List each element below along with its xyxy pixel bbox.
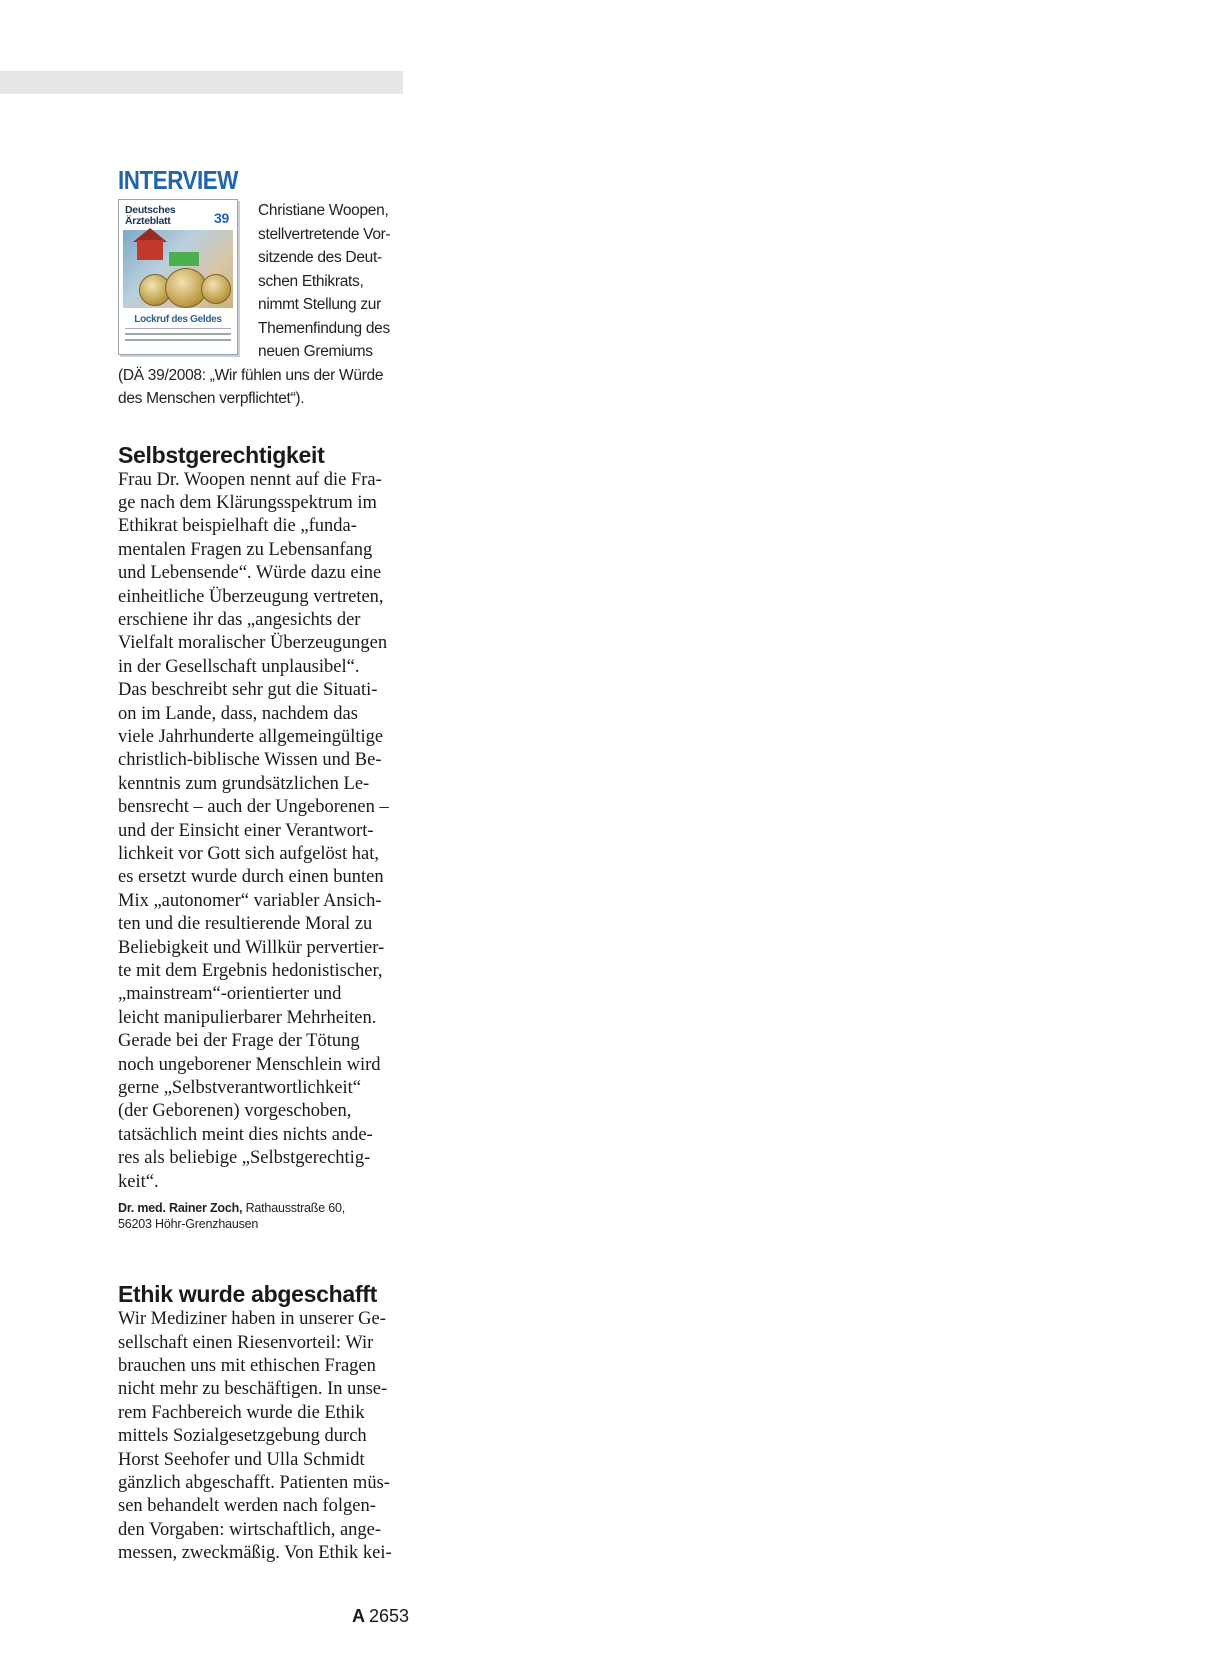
text-line: Horst Seehofer und Ulla Schmidt <box>118 1449 365 1470</box>
text-line: mittels Sozialgesetzgebung durch <box>118 1426 367 1447</box>
text-line: tatsächlich meint dies nichts ande- <box>118 1124 373 1145</box>
letter-ethik-wurde-abgeschafft <box>118 1280 406 1565</box>
text-line: Gerade bei der Frage der Tötung <box>118 1031 360 1052</box>
text-line: Mix „autonomer“ variabler Ansich- <box>118 890 382 911</box>
coin-shape <box>201 274 231 304</box>
author-address: Rathausstraße 60, <box>242 1201 346 1216</box>
text-line: in der Gesellschaft unplausibel“. <box>118 656 360 677</box>
text-line: brauchen uns mit ethischen Fragen <box>118 1355 376 1376</box>
text-line: rem Fachbereich wurde die Ethik <box>118 1402 365 1423</box>
text-line: gerne „Selbstverantwortlichkeit“ <box>118 1078 361 1099</box>
text-line: res als beliebige „Selbstgerechtig- <box>118 1148 371 1169</box>
cover-caption: Lockruf des Geldes <box>134 314 222 325</box>
interview-intro <box>118 199 406 411</box>
magazine-cover-image <box>118 199 238 355</box>
text-line: sen behandelt werden nach folgen- <box>118 1496 376 1517</box>
letter-selbstgerechtigkeit <box>118 441 406 1233</box>
text-line: gänzlich abgeschafft. Patienten müs- <box>118 1472 390 1493</box>
text-line: erschiene ihr das „angesichts der <box>118 609 361 630</box>
cover-issue-number: 39 <box>214 210 229 226</box>
text-line: und der Einsicht einer Verantwort- <box>118 820 374 841</box>
letters-column <box>118 165 406 1566</box>
intro-text: Christiane Woopen, stellvertretende Vor- sitzende des Deut- schen Ethikrats, nimmt Stellung zur Themenfindung des neuen Gremiums <box>258 202 391 360</box>
text-line: es ersetzt wurde durch einen bunten <box>118 867 384 888</box>
letter-body <box>118 469 406 1195</box>
header-bar <box>0 71 403 94</box>
text-line: leicht manipulierbarer Mehrheiten. <box>118 1007 377 1028</box>
text-line: messen, zweckmäßig. Von Ethik kei- <box>118 1543 392 1564</box>
text-line: kenntnis zum grundsätzlichen Le- <box>118 773 370 794</box>
cover-brand: Deutsches Ärzteblatt <box>125 204 176 227</box>
section-label: INTERVIEW <box>118 165 238 195</box>
text-line: viele Jahrhunderte allgemeingültige <box>118 726 384 747</box>
text-line: keit“. <box>118 1171 159 1192</box>
letter-heading: Selbstgerechtigkeit <box>118 441 325 468</box>
text-line: und Lebensende“. Würde dazu eine <box>118 563 382 584</box>
text-line: Frau Dr. Woopen nennt auf die Fra- <box>118 469 382 490</box>
text-line: te mit dem Ergebnis hedonistischer, <box>118 961 383 982</box>
text-line: sellschaft einen Riesenvorteil: Wir <box>118 1332 374 1353</box>
text-line: lichkeit vor Gott sich aufgelöst hat, <box>118 844 379 864</box>
author-city: 56203 Höhr-Grenzhausen <box>118 1217 259 1232</box>
intro-tail: (DÄ 39/2008: „Wir fühlen uns der Würde des Menschen verpflichtet“). <box>118 366 384 407</box>
page-number: A 2653 <box>352 1606 410 1626</box>
text-line: noch ungeborener Menschlein wird <box>118 1054 381 1075</box>
cover-footer-lines <box>125 328 231 345</box>
text-line: Vielfalt moralischer Überzeugungen <box>118 633 388 654</box>
text-line: mentalen Fragen zu Lebensanfang <box>118 539 373 560</box>
letter-signature <box>118 1200 406 1232</box>
text-line: „mainstream“-orientierter und <box>118 984 342 1005</box>
author-name: Dr. med. Rainer Zoch, <box>118 1201 243 1216</box>
letter-body <box>118 1308 406 1565</box>
text-line: Beliebigkeit und Willkür pervertier- <box>118 937 385 958</box>
text-line: (der Geborenen) vorgeschoben, <box>118 1101 352 1122</box>
text-line: on im Lande, dass, nachdem das <box>118 703 358 724</box>
text-line: einheitliche Überzeugung vertreten, <box>118 586 384 607</box>
text-line: den Vorgaben: wirtschaftlich, ange- <box>118 1519 382 1540</box>
text-line: christlich-biblische Wissen und Be- <box>118 750 382 771</box>
text-line: Ethikrat beispielhaft die „funda- <box>118 516 357 537</box>
text-line: ten und die resultierende Moral zu <box>118 914 373 935</box>
text-line: bensrecht – auch der Ungeborenen – <box>118 797 389 818</box>
cover-photo <box>123 230 233 308</box>
text-line: nicht mehr zu beschäftigen. In unse- <box>118 1379 388 1400</box>
letter-heading: Ethik wurde abgeschafft <box>118 1281 377 1308</box>
text-line: ge nach dem Klärungsspektrum im <box>118 492 377 513</box>
green-shape <box>169 252 199 266</box>
text-line: Wir Mediziner haben in unserer Ge- <box>118 1309 386 1330</box>
house-shape <box>137 240 163 260</box>
text-line: Das beschreibt sehr gut die Situati- <box>118 680 378 701</box>
